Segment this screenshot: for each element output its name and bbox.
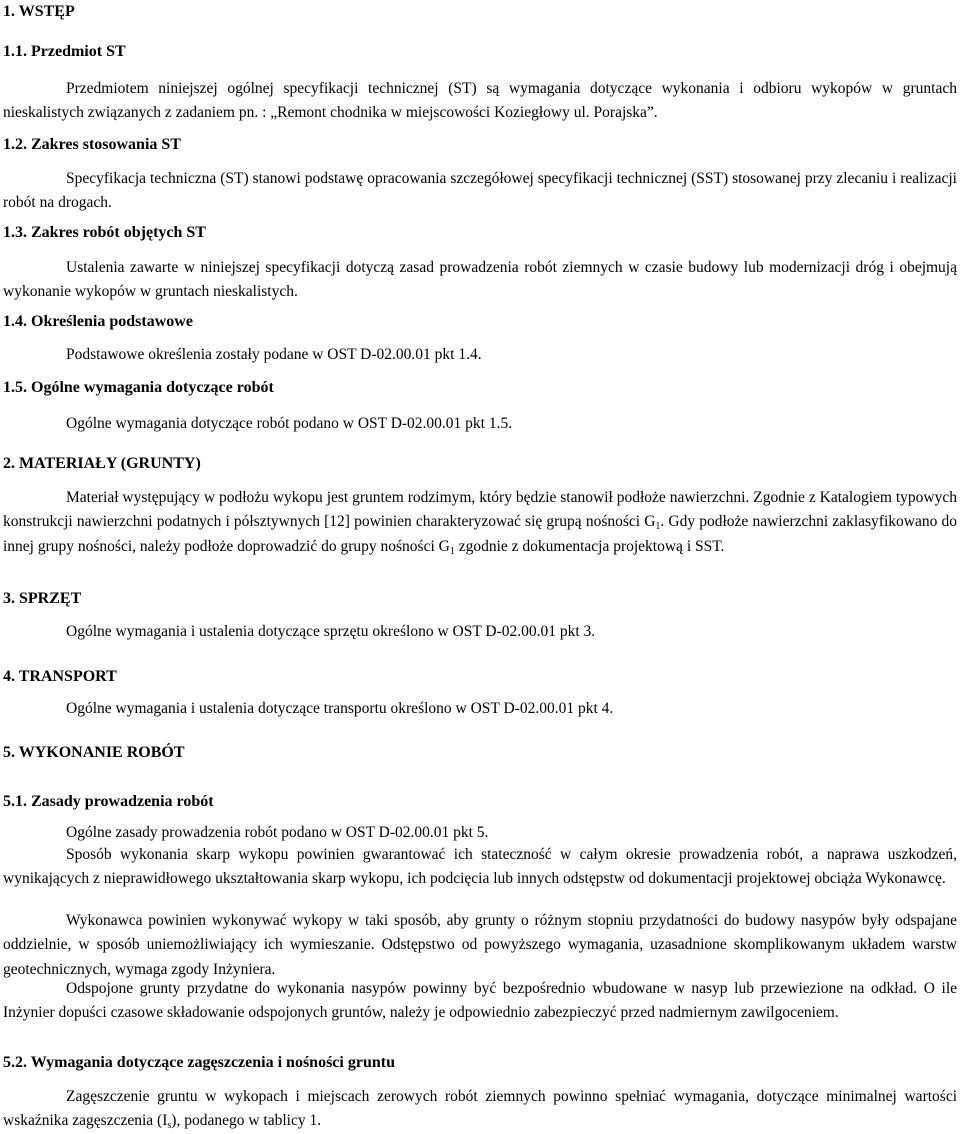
paragraph-1-5: Ogólne wymagania dotyczące robót podano w OST D-02.00.01 pkt 1.5. — [66, 415, 513, 432]
heading-2-materialy: 2. MATERIAŁY (GRUNTY) — [3, 455, 201, 472]
heading-1-5: 1.5. Ogólne wymagania dotyczące robót — [3, 379, 274, 396]
paragraph-5-2-text-b: ), podanego w tablicy 1. — [171, 1112, 322, 1130]
paragraph-2-text-c: zgodnie z dokumentacja projektową i SST. — [454, 537, 725, 555]
paragraph-2-text-a: Materiał występujący w podłożu wykopu jest gruntem rodzimym, który będzie stanowił podłoże nawierzchni. Zgodnie z Katalogiem typowych konstrukcji nawierzchni podatnych i półsztywnych [12] powinien charakteryzować się grupą nośności G — [3, 489, 957, 531]
paragraph-1-3-text: Ustalenia zawarte w niniejszej specyfikacji dotyczą zasad prowadzenia robót ziemnych w czasie budowy lub modernizacji dróg i obejmują wykonanie wykopów w gruntach nieskalistych. — [3, 259, 957, 301]
heading-1-1: 1.1. Przedmiot ST — [3, 43, 126, 60]
subscript-g1-b: 1 — [449, 545, 455, 557]
paragraph-5-1-b — [3, 909, 957, 982]
paragraph-5-1-b-text: Wykonawca powinien wykonywać wykopy w taki sposób, aby grunty o różnym stopniu przydatności do budowy nasypów były odspajane oddzielnie, w sposób uniemożliwiający ich wymieszanie. Odstępstwo od powyższego wymagania, uzasadnione skomplikowanym układem warstw geotechnicznych, wymaga zgody Inżyniera. — [3, 912, 957, 978]
heading-3-sprzet: 3. SPRZĘT — [3, 590, 82, 607]
subscript-g1-a: 1 — [655, 521, 661, 533]
paragraph-1-4: Podstawowe określenia zostały podane w OST D-02.00.01 pkt 1.4. — [66, 346, 482, 363]
paragraph-1-2 — [3, 167, 957, 216]
heading-1-3: 1.3. Zakres robót objętych ST — [3, 224, 206, 241]
paragraph-3: Ogólne wymagania i ustalenia dotyczące sprzętu określono w OST D-02.00.01 pkt 3. — [66, 623, 596, 640]
paragraph-5-1-a — [3, 843, 957, 892]
paragraph-5-1-line1: Ogólne zasady prowadzenia robót podano w OST D-02.00.01 pkt 5. — [66, 824, 489, 841]
paragraph-5-2 — [3, 1085, 957, 1134]
heading-1-wstep: 1. WSTĘP — [3, 3, 75, 20]
paragraph-1-1-text: Przedmiotem niniejszej ogólnej specyfikacji technicznej (ST) są wymagania dotyczące wykonania i odbioru wykopów w gruntach nieskalistych związanych z zadaniem pn. : „Remont chodnika w miejscowości Koziegłowy ul. Porajska”. — [3, 80, 957, 122]
paragraph-2 — [3, 486, 957, 559]
heading-5-wykonanie: 5. WYKONANIE ROBÓT — [3, 744, 185, 761]
heading-1-4: 1.4. Określenia podstawowe — [3, 313, 193, 330]
paragraph-5-2-text-a: Zagęszczenie gruntu w wykopach i miejscach zerowych robót ziemnych powinno spełniać wymagania, dotyczące minimalnej wartości wskaźnika zagęszczenia (I — [3, 1088, 957, 1130]
heading-1-2: 1.2. Zakres stosowania ST — [3, 136, 181, 153]
paragraph-1-3 — [3, 256, 957, 305]
paragraph-5-1-a-text: Sposób wykonania skarp wykopu powinien gwarantować ich stateczność w całym okresie prowadzenia robót, a naprawa uszkodzeń, wynikających z nieprawidłowego ukształtowania skarp wykopu, ich podcięcia lub innych odstępstw od dokumentacji projektowej obciąża Wykonawcę. — [3, 846, 957, 888]
heading-5-1: 5.1. Zasady prowadzenia robót — [3, 793, 214, 810]
subscript-is: s — [167, 1120, 172, 1132]
paragraph-2-text-b: . Gdy podłoże nawierzchni zaklasyfikowano do innej grupy nośności, należy podłoże doprowadzić do grupy nośności G — [3, 513, 957, 555]
heading-5-2: 5.2. Wymagania dotyczące zagęszczenia i nośności gruntu — [3, 1054, 395, 1071]
paragraph-1-2-text: Specyfikacja techniczna (ST) stanowi podstawę opracowania szczegółowej specyfikacji technicznej (SST) stosowanej przy zlecaniu i realizacji robót na drogach. — [3, 170, 957, 212]
paragraph-4: Ogólne wymagania i ustalenia dotyczące transportu określono w OST D-02.00.01 pkt 4. — [66, 700, 614, 717]
paragraph-5-1-c — [3, 977, 957, 1026]
paragraph-1-1 — [3, 77, 957, 126]
heading-4-transport: 4. TRANSPORT — [3, 668, 117, 685]
paragraph-5-1-c-text: Odspojone grunty przydatne do wykonania nasypów powinny być bezpośrednio wbudowane w nasyp lub przewiezione na odkład. O ile Inżynier dopuści czasowe składowanie odspojonych gruntów, należy je odpowiednio zabezpieczyć przed nadmiernym zawilgoceniem. — [3, 980, 957, 1022]
